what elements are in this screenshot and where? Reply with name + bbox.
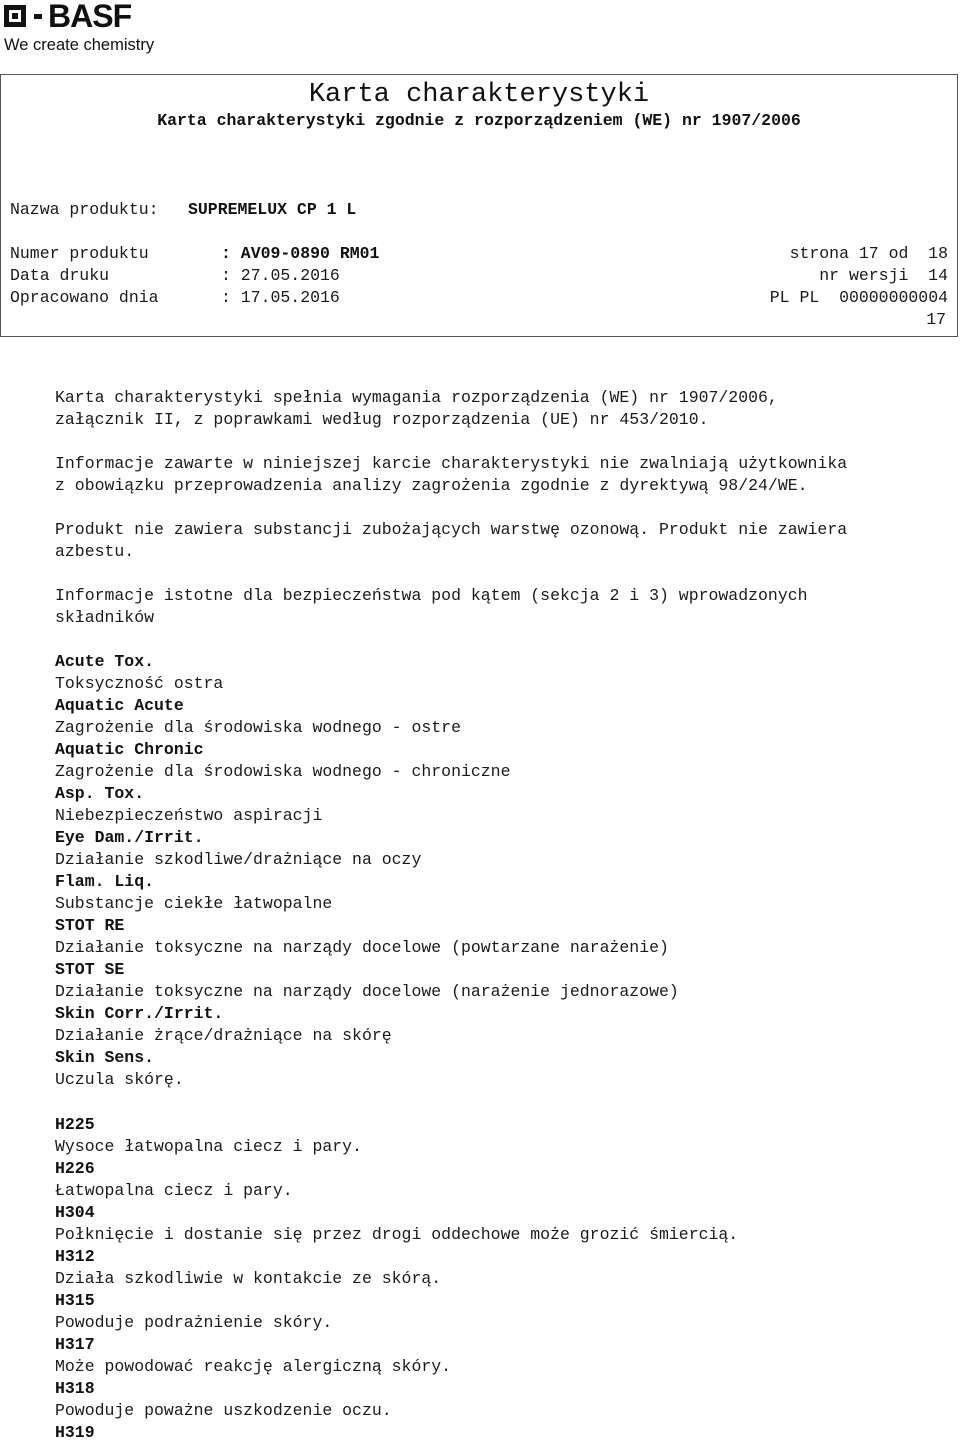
paragraph-line: z obowiązku przeprowadzenia analizy zagrożenia zgodnie z dyrektywą 98/24/WE. — [55, 476, 808, 495]
hazard-class-desc: Działanie szkodliwe/drażniące na oczy — [55, 850, 422, 869]
h-statement-desc: Łatwopalna ciecz i pary. — [55, 1181, 293, 1200]
h-statement-desc: Działa szkodliwie w kontakcie ze skórą. — [55, 1269, 442, 1288]
h-statement-code: H226 — [55, 1159, 95, 1178]
hazard-class-desc: Zagrożenie dla środowiska wodnego - chroniczne — [55, 762, 511, 781]
document-subtitle: Karta charakterystyki zgodnie z rozporządzeniem (WE) nr 1907/2006 — [157, 111, 801, 130]
page-info: strona 17 od 18 — [789, 244, 948, 263]
hazard-class-code: Asp. Tox. — [55, 784, 145, 803]
print-date-label: Data druku — [10, 266, 110, 285]
hazard-class-code: Aquatic Acute — [55, 696, 184, 715]
product-name-value: SUPREMELUX CP 1 L — [188, 200, 357, 219]
hazard-class-desc: Działanie toksyczne na narządy docelowe (powtarzane narażenie) — [55, 938, 669, 957]
h-statement-code: H317 — [55, 1335, 95, 1354]
prepared-label: Opracowano dnia — [10, 288, 159, 307]
paragraph-line: Informacje zawarte w niniejszej karcie charakterystyki nie zwalniają użytkownika — [55, 454, 848, 473]
h-statement-desc: Wysoce łatwopalna ciecz i pary. — [55, 1137, 362, 1156]
basf-logo-text: BASF — [48, 0, 132, 34]
h-statement-code: H318 — [55, 1379, 95, 1398]
prepared-date-value: : 17.05.2016 — [221, 288, 340, 307]
product-number-label: Numer produktu — [10, 244, 149, 263]
paragraph-line: Karta charakterystyki spełnia wymagania rozporządzenia (WE) nr 1907/2006, — [55, 388, 778, 407]
hazard-class-desc: Zagrożenie dla środowiska wodnego - ostre — [55, 718, 461, 737]
hazard-class-desc: Toksyczność ostra — [55, 674, 224, 693]
product-number-value: : AV09-0890 RM01 — [221, 244, 380, 263]
h-statement-code: H225 — [55, 1115, 95, 1134]
h-statement-code: H319 — [55, 1423, 95, 1442]
h-statement-desc: Powoduje poważne uszkodzenie oczu. — [55, 1401, 392, 1420]
h-statement-code: H312 — [55, 1247, 95, 1266]
h-statement-desc: Powoduje podrażnienie skóry. — [55, 1313, 333, 1332]
print-date-value: : 27.05.2016 — [221, 266, 340, 285]
h-statement-desc: Połknięcie i dostanie się przez drogi oddechowe może grozić śmiercią. — [55, 1225, 739, 1244]
hazard-class-desc: Działanie żrące/drażniące na skórę — [55, 1026, 392, 1045]
paragraph-line: Informacje istotne dla bezpieczeństwa pod kątem (sekcja 2 i 3) wprowadzonych — [55, 586, 808, 605]
h-statement-code: H304 — [55, 1203, 95, 1222]
hazard-class-code: Skin Sens. — [55, 1048, 155, 1067]
paragraph-line: załącznik II, z poprawkami według rozporządzenia (UE) nr 453/2010. — [55, 410, 709, 429]
hazard-class-code: Flam. Liq. — [55, 872, 155, 891]
basf-logo — [4, 0, 131, 32]
hazard-class-code: Eye Dam./Irrit. — [55, 828, 204, 847]
hazard-class-code: STOT RE — [55, 916, 125, 935]
basf-logo-square-icon — [4, 5, 26, 27]
paragraph-line: azbestu. — [55, 542, 135, 561]
doc-code-suffix: 17 — [926, 310, 946, 329]
hazard-class-code: Acute Tox. — [55, 652, 155, 671]
paragraph-line: składników — [55, 608, 155, 627]
hazard-class-desc: Substancje ciekłe łatwopalne — [55, 894, 333, 913]
hazard-class-desc: Niebezpieczeństwo aspiracji — [55, 806, 323, 825]
basf-logo-dash-icon — [34, 14, 42, 19]
hazard-class-code: Skin Corr./Irrit. — [55, 1004, 224, 1023]
h-statement-code: H315 — [55, 1291, 95, 1310]
product-name-label: Nazwa produktu: — [10, 200, 159, 219]
hazard-class-code: STOT SE — [55, 960, 125, 979]
hazard-class-desc: Działanie toksyczne na narządy docelowe (narażenie jednorazowe) — [55, 982, 679, 1001]
tagline: We create chemistry — [4, 36, 155, 54]
hazard-class-desc: Uczula skórę. — [55, 1070, 184, 1089]
h-statement-desc: Może powodować reakcję alergiczną skóry. — [55, 1357, 452, 1376]
paragraph-line: Produkt nie zawiera substancji zubożających warstwę ozonową. Produkt nie zawiera — [55, 520, 848, 539]
version-info: nr wersji 14 — [819, 266, 948, 285]
document-title: Karta charakterystyki — [308, 80, 650, 110]
doc-code: PL PL 00000000004 — [769, 288, 948, 307]
hazard-class-code: Aquatic Chronic — [55, 740, 204, 759]
